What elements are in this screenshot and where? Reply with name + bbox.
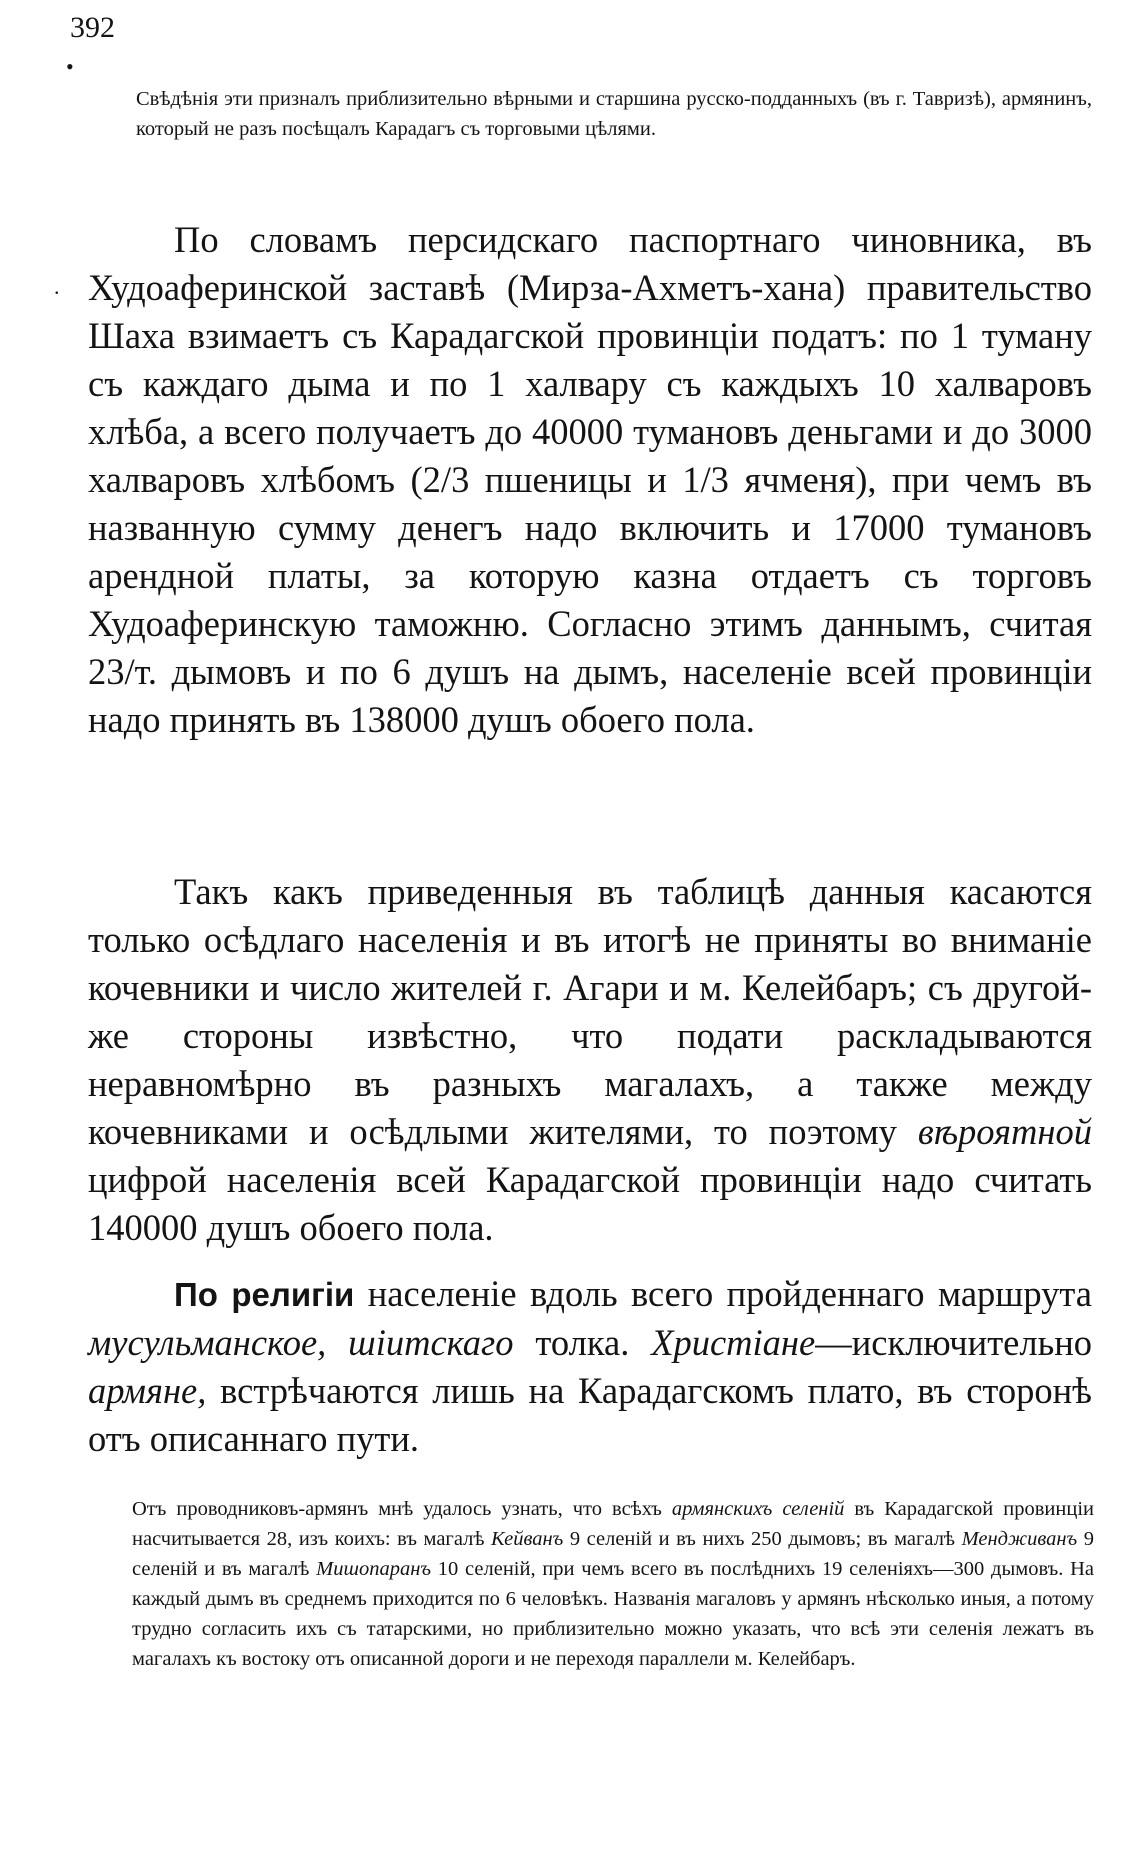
emphasis-text: армяне, <box>88 1370 207 1411</box>
emphasis-text: Христіане <box>651 1322 816 1363</box>
paragraph-population-estimate <box>88 868 1092 1252</box>
paragraph-religion <box>88 1270 1092 1463</box>
emphasis-text: Мишопаранъ <box>316 1558 432 1580</box>
bottom-footnote <box>132 1494 1094 1674</box>
footnote-text: 9 селеній и въ нихъ 250 дымовъ; въ магалѣ <box>563 1528 962 1550</box>
page-number: 392 <box>70 11 115 44</box>
paragraph-tax-data: По словамъ персидскаго паспортнаго чиновника, въ Худоаферинской заставѣ (Мирза-Ахметъ-хана) правительство Шаха взимаетъ съ Карадагской провинціи податъ: по 1 туману съ каждаго дыма и по 1 халвару съ каждыхъ 10 халваровъ хлѣба, а всего получаетъ до 40000 тумановъ деньгами и до 3000 халваровъ хлѣбомъ (2/3 пшеницы и 1/3 ячменя), при чемъ въ названную сумму денегъ надо включить и 17000 тумановъ арендной платы, за которую казна отдаетъ съ торговъ Худоаферинскую таможню. Согласно этимъ даннымъ, считая 23/т. дымовъ и по 6 душъ на дымъ, населеніе всей провинціи надо принять въ 138000 душъ обоего пола. <box>88 219 1092 740</box>
footnote-text: 10 селеній, при чемъ всего въ послѣднихъ 19 селеніяхъ—300 дымовъ. На каждый дымъ въ среднемъ приходится по 6 человѣкъ. Названія магаловъ у армянъ нѣсколько иныя, а потому трудно согласить ихъ съ татарскими, но приблизительно можно указать, что всѣ эти селенія лежатъ въ магалахъ къ востоку отъ описанной дороги и не переходя параллели м. Келейбаръ. <box>132 1558 1094 1670</box>
footnote-text: Отъ проводниковъ-армянъ мнѣ удалось узнать, что всѣхъ <box>132 1498 672 1520</box>
section-lead: По религіи <box>174 1276 355 1313</box>
emphasis-text: мусульманское, шіитскаго <box>88 1322 514 1363</box>
emphasis-text: армянскихъ селеній <box>671 1498 845 1520</box>
paragraph-text: Такъ какъ приведенныя въ таблицѣ данныя касаются только осѣдлаго населенія и въ итогѣ не приняты во вниманіе кочевники и число жителей г. Агари и м. Келейбаръ; съ другой-же стороны извѣстно, что подати раскладываются неравномѣрно въ разныхъ магалахъ, а также между кочевниками и осѣдлыми жителями, то поэтому <box>88 871 1092 1152</box>
paragraph-text: цифрой населенія всей Карадагской провинціи надо считать 140000 душъ обоего пола. <box>88 1159 1092 1248</box>
paragraph-text: населеніе вдоль всего пройденнаго маршрута <box>354 1273 1092 1314</box>
footnote-text: 9 селеній и въ магалѣ <box>132 1528 1094 1580</box>
paragraph-text: толка. <box>513 1322 652 1363</box>
paragraph-text: —исключительно <box>815 1322 1092 1363</box>
emphasis-text: Кейванъ <box>491 1528 564 1550</box>
emphasis-text: Мендживанъ <box>961 1528 1078 1550</box>
top-footnote: Свѣдѣнія эти призналъ приблизительно вѣрными и старшина русско-подданныхъ (въ г. Тавризѣ), армянинъ, который не разъ посѣщалъ Карадагъ съ торговыми цѣлями. <box>136 88 1092 140</box>
footnote-text: въ Карадагской провинціи насчитывается 28, изъ коихъ: въ магалѣ <box>132 1498 1094 1550</box>
margin-mark: • <box>66 54 74 79</box>
paragraph-text: встрѣчаются лишь на Карадагскомъ плато, въ сторонѣ отъ описаннаго пути. <box>88 1370 1092 1459</box>
margin-mark: . <box>54 274 60 299</box>
emphasis-text: вѣроятной <box>917 1111 1092 1152</box>
